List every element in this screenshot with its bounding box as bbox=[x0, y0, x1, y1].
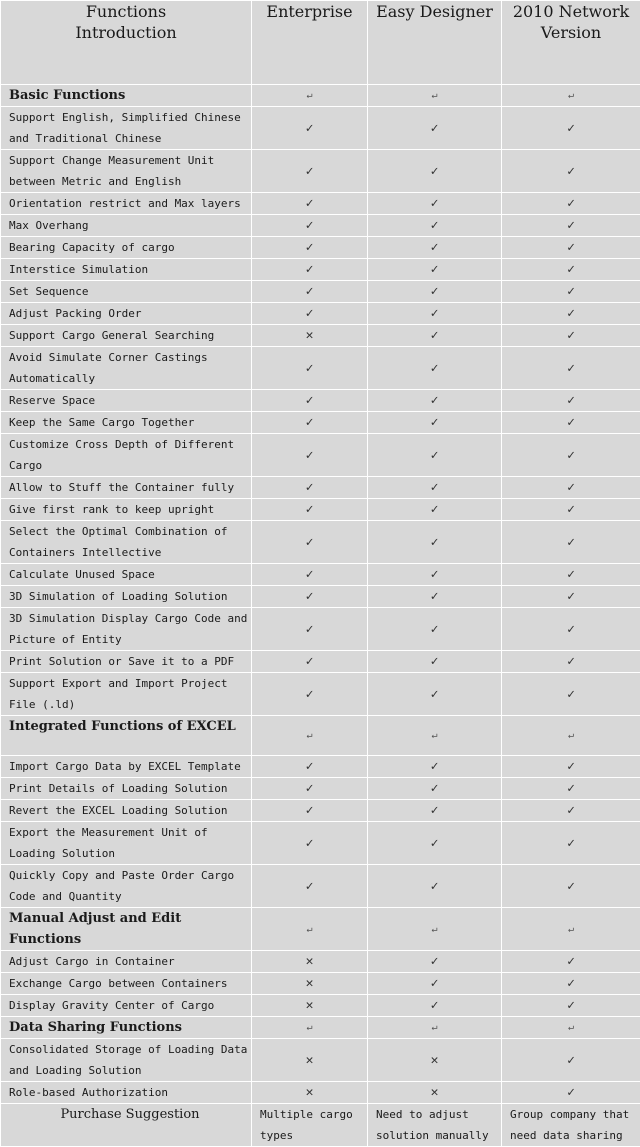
check-icon: ✓ bbox=[368, 586, 502, 608]
check-icon: ✓ bbox=[368, 325, 502, 347]
feature-row bbox=[1, 259, 640, 281]
check-icon: ✓ bbox=[502, 995, 640, 1017]
check-icon: ✓ bbox=[252, 756, 368, 778]
check-icon: ✓ bbox=[502, 951, 640, 973]
check-icon: ✓ bbox=[252, 800, 368, 822]
feature-row bbox=[1, 434, 640, 477]
paragraph-mark-icon: ↵ bbox=[502, 908, 640, 951]
cross-icon: ✕ bbox=[368, 1039, 502, 1082]
purchase-network: Group company that need data sharing bbox=[502, 1104, 640, 1147]
feature-row bbox=[1, 477, 640, 499]
check-icon: ✓ bbox=[368, 303, 502, 325]
check-icon: ✓ bbox=[368, 995, 502, 1017]
section-title: Data Sharing Functions bbox=[1, 1017, 252, 1039]
feature-label: Adjust Cargo in Container bbox=[1, 951, 252, 973]
feature-label: Customize Cross Depth of Different Cargo bbox=[1, 434, 252, 477]
check-icon: ✓ bbox=[252, 107, 368, 150]
feature-label: Role-based Authorization bbox=[1, 1082, 252, 1104]
check-icon: ✓ bbox=[368, 651, 502, 673]
feature-row bbox=[1, 951, 640, 973]
paragraph-mark-icon: ↵ bbox=[368, 1017, 502, 1039]
check-icon: ✓ bbox=[368, 608, 502, 651]
check-icon: ✓ bbox=[368, 822, 502, 865]
paragraph-mark-icon: ↵ bbox=[368, 908, 502, 951]
check-icon: ✓ bbox=[252, 347, 368, 390]
feature-row bbox=[1, 237, 640, 259]
check-icon: ✓ bbox=[502, 499, 640, 521]
feature-label: Keep the Same Cargo Together bbox=[1, 412, 252, 434]
paragraph-mark-icon: ↵ bbox=[502, 1017, 640, 1039]
check-icon: ✓ bbox=[502, 150, 640, 193]
feature-label: 3D Simulation of Loading Solution bbox=[1, 586, 252, 608]
cross-icon: ✕ bbox=[252, 325, 368, 347]
check-icon: ✓ bbox=[502, 1082, 640, 1104]
paragraph-mark-icon: ↵ bbox=[368, 716, 502, 756]
feature-label: Select the Optimal Combination of Containers Intellective bbox=[1, 521, 252, 564]
feature-row bbox=[1, 1082, 640, 1104]
check-icon: ✓ bbox=[252, 651, 368, 673]
check-icon: ✓ bbox=[502, 564, 640, 586]
check-icon: ✓ bbox=[502, 973, 640, 995]
check-icon: ✓ bbox=[368, 477, 502, 499]
check-icon: ✓ bbox=[368, 865, 502, 908]
check-icon: ✓ bbox=[502, 215, 640, 237]
section-header-row bbox=[1, 85, 640, 107]
feature-row bbox=[1, 521, 640, 564]
feature-label: 3D Simulation Display Cargo Code and Picture of Entity bbox=[1, 608, 252, 651]
check-icon: ✓ bbox=[368, 564, 502, 586]
feature-row bbox=[1, 390, 640, 412]
feature-row bbox=[1, 215, 640, 237]
check-icon: ✓ bbox=[252, 822, 368, 865]
check-icon: ✓ bbox=[368, 347, 502, 390]
check-icon: ✓ bbox=[252, 865, 368, 908]
cross-icon: ✕ bbox=[252, 995, 368, 1017]
check-icon: ✓ bbox=[252, 193, 368, 215]
check-icon: ✓ bbox=[368, 778, 502, 800]
feature-row bbox=[1, 778, 640, 800]
check-icon: ✓ bbox=[368, 756, 502, 778]
cross-icon: ✕ bbox=[252, 1039, 368, 1082]
feature-label: Revert the EXCEL Loading Solution bbox=[1, 800, 252, 822]
check-icon: ✓ bbox=[368, 150, 502, 193]
header-functions bbox=[1, 1, 252, 85]
section-header-row bbox=[1, 716, 640, 756]
check-icon: ✓ bbox=[252, 673, 368, 716]
check-icon: ✓ bbox=[502, 586, 640, 608]
purchase-suggestion-row bbox=[1, 1104, 640, 1147]
feature-label: Quickly Copy and Paste Order Cargo Code and Quantity bbox=[1, 865, 252, 908]
check-icon: ✓ bbox=[502, 865, 640, 908]
check-icon: ✓ bbox=[252, 412, 368, 434]
feature-row bbox=[1, 995, 640, 1017]
feature-label: Interstice Simulation bbox=[1, 259, 252, 281]
check-icon: ✓ bbox=[368, 107, 502, 150]
check-icon: ✓ bbox=[368, 951, 502, 973]
check-icon: ✓ bbox=[502, 778, 640, 800]
paragraph-mark-icon: ↵ bbox=[368, 85, 502, 107]
check-icon: ✓ bbox=[502, 193, 640, 215]
check-icon: ✓ bbox=[368, 390, 502, 412]
check-icon: ✓ bbox=[368, 193, 502, 215]
check-icon: ✓ bbox=[502, 477, 640, 499]
feature-row bbox=[1, 325, 640, 347]
check-icon: ✓ bbox=[368, 259, 502, 281]
check-icon: ✓ bbox=[368, 412, 502, 434]
feature-row bbox=[1, 1039, 640, 1082]
feature-row bbox=[1, 608, 640, 651]
check-icon: ✓ bbox=[502, 237, 640, 259]
feature-label: Support Export and Import Project File (.ld) bbox=[1, 673, 252, 716]
check-icon: ✓ bbox=[502, 412, 640, 434]
section-header-row bbox=[1, 908, 640, 951]
check-icon: ✓ bbox=[502, 259, 640, 281]
check-icon: ✓ bbox=[502, 822, 640, 865]
cross-icon: ✕ bbox=[368, 1082, 502, 1104]
header-easy-designer-label: Easy Designer bbox=[368, 1, 501, 22]
cross-icon: ✕ bbox=[252, 951, 368, 973]
feature-label: Max Overhang bbox=[1, 215, 252, 237]
check-icon: ✓ bbox=[502, 800, 640, 822]
feature-row bbox=[1, 347, 640, 390]
check-icon: ✓ bbox=[252, 499, 368, 521]
check-icon: ✓ bbox=[368, 281, 502, 303]
check-icon: ✓ bbox=[502, 390, 640, 412]
paragraph-mark-icon: ↵ bbox=[252, 908, 368, 951]
check-icon: ✓ bbox=[368, 215, 502, 237]
paragraph-mark-icon: ↵ bbox=[502, 85, 640, 107]
check-icon: ✓ bbox=[502, 107, 640, 150]
feature-label: Export the Measurement Unit of Loading Solution bbox=[1, 822, 252, 865]
check-icon: ✓ bbox=[368, 973, 502, 995]
check-icon: ✓ bbox=[252, 259, 368, 281]
table-body bbox=[1, 1, 640, 1147]
check-icon: ✓ bbox=[368, 521, 502, 564]
check-icon: ✓ bbox=[368, 673, 502, 716]
feature-label: Bearing Capacity of cargo bbox=[1, 237, 252, 259]
feature-label: Allow to Stuff the Container fully bbox=[1, 477, 252, 499]
feature-label: Display Gravity Center of Cargo bbox=[1, 995, 252, 1017]
feature-label: Calculate Unused Space bbox=[1, 564, 252, 586]
section-title: Manual Adjust and Edit Functions bbox=[1, 908, 252, 951]
header-easy-designer bbox=[368, 1, 502, 85]
feature-label: Print Solution or Save it to a PDF bbox=[1, 651, 252, 673]
feature-row bbox=[1, 303, 640, 325]
section-header-row bbox=[1, 1017, 640, 1039]
feature-row bbox=[1, 412, 640, 434]
check-icon: ✓ bbox=[502, 347, 640, 390]
check-icon: ✓ bbox=[252, 477, 368, 499]
feature-label: Avoid Simulate Corner Castings Automatically bbox=[1, 347, 252, 390]
feature-row bbox=[1, 756, 640, 778]
check-icon: ✓ bbox=[252, 150, 368, 193]
feature-label: Support English, Simplified Chinese and Traditional Chinese bbox=[1, 107, 252, 150]
header-network-line2: Version bbox=[502, 22, 640, 43]
cross-icon: ✕ bbox=[252, 973, 368, 995]
cross-icon: ✕ bbox=[252, 1082, 368, 1104]
feature-row bbox=[1, 800, 640, 822]
check-icon: ✓ bbox=[502, 1039, 640, 1082]
check-icon: ✓ bbox=[368, 800, 502, 822]
check-icon: ✓ bbox=[502, 281, 640, 303]
check-icon: ✓ bbox=[502, 325, 640, 347]
check-icon: ✓ bbox=[252, 215, 368, 237]
header-functions-line2: Introduction bbox=[1, 22, 251, 43]
check-icon: ✓ bbox=[252, 434, 368, 477]
paragraph-mark-icon: ↵ bbox=[502, 716, 640, 756]
feature-row bbox=[1, 150, 640, 193]
header-enterprise-label: Enterprise bbox=[252, 1, 367, 22]
feature-label: Support Cargo General Searching bbox=[1, 325, 252, 347]
feature-label: Import Cargo Data by EXCEL Template bbox=[1, 756, 252, 778]
check-icon: ✓ bbox=[502, 434, 640, 477]
check-icon: ✓ bbox=[252, 237, 368, 259]
check-icon: ✓ bbox=[368, 434, 502, 477]
check-icon: ✓ bbox=[252, 586, 368, 608]
feature-row bbox=[1, 281, 640, 303]
header-network bbox=[502, 1, 640, 85]
paragraph-mark-icon: ↵ bbox=[252, 1017, 368, 1039]
feature-label: Support Change Measurement Unit between Metric and English bbox=[1, 150, 252, 193]
check-icon: ✓ bbox=[502, 673, 640, 716]
check-icon: ✓ bbox=[502, 651, 640, 673]
purchase-enterprise: Multiple cargo types bbox=[252, 1104, 368, 1147]
feature-row bbox=[1, 586, 640, 608]
check-icon: ✓ bbox=[368, 499, 502, 521]
feature-row bbox=[1, 564, 640, 586]
check-icon: ✓ bbox=[252, 521, 368, 564]
feature-row bbox=[1, 973, 640, 995]
feature-label: Orientation restrict and Max layers bbox=[1, 193, 252, 215]
check-icon: ✓ bbox=[502, 756, 640, 778]
paragraph-mark-icon: ↵ bbox=[252, 85, 368, 107]
feature-row bbox=[1, 107, 640, 150]
header-enterprise bbox=[252, 1, 368, 85]
feature-row bbox=[1, 865, 640, 908]
feature-row bbox=[1, 673, 640, 716]
feature-label: Exchange Cargo between Containers bbox=[1, 973, 252, 995]
check-icon: ✓ bbox=[252, 281, 368, 303]
header-functions-line1: Functions bbox=[1, 1, 251, 22]
feature-label: Set Sequence bbox=[1, 281, 252, 303]
check-icon: ✓ bbox=[252, 608, 368, 651]
purchase-suggestion-label: Purchase Suggestion bbox=[1, 1104, 252, 1147]
feature-label: Consolidated Storage of Loading Data and Loading Solution bbox=[1, 1039, 252, 1082]
check-icon: ✓ bbox=[502, 608, 640, 651]
check-icon: ✓ bbox=[252, 564, 368, 586]
check-icon: ✓ bbox=[502, 521, 640, 564]
check-icon: ✓ bbox=[252, 390, 368, 412]
feature-row bbox=[1, 499, 640, 521]
feature-label: Print Details of Loading Solution bbox=[1, 778, 252, 800]
header-network-line1: 2010 Network bbox=[502, 1, 640, 22]
feature-row bbox=[1, 822, 640, 865]
section-title: Basic Functions bbox=[1, 85, 252, 107]
paragraph-mark-icon: ↵ bbox=[252, 716, 368, 756]
feature-label: Give first rank to keep upright bbox=[1, 499, 252, 521]
feature-row bbox=[1, 651, 640, 673]
section-title: Integrated Functions of EXCEL bbox=[1, 716, 252, 756]
feature-label: Reserve Space bbox=[1, 390, 252, 412]
header-row bbox=[1, 1, 640, 85]
feature-row bbox=[1, 193, 640, 215]
check-icon: ✓ bbox=[368, 237, 502, 259]
check-icon: ✓ bbox=[252, 303, 368, 325]
check-icon: ✓ bbox=[252, 778, 368, 800]
purchase-easy-designer: Need to adjust solution manually bbox=[368, 1104, 502, 1147]
check-icon: ✓ bbox=[502, 303, 640, 325]
feature-label: Adjust Packing Order bbox=[1, 303, 252, 325]
